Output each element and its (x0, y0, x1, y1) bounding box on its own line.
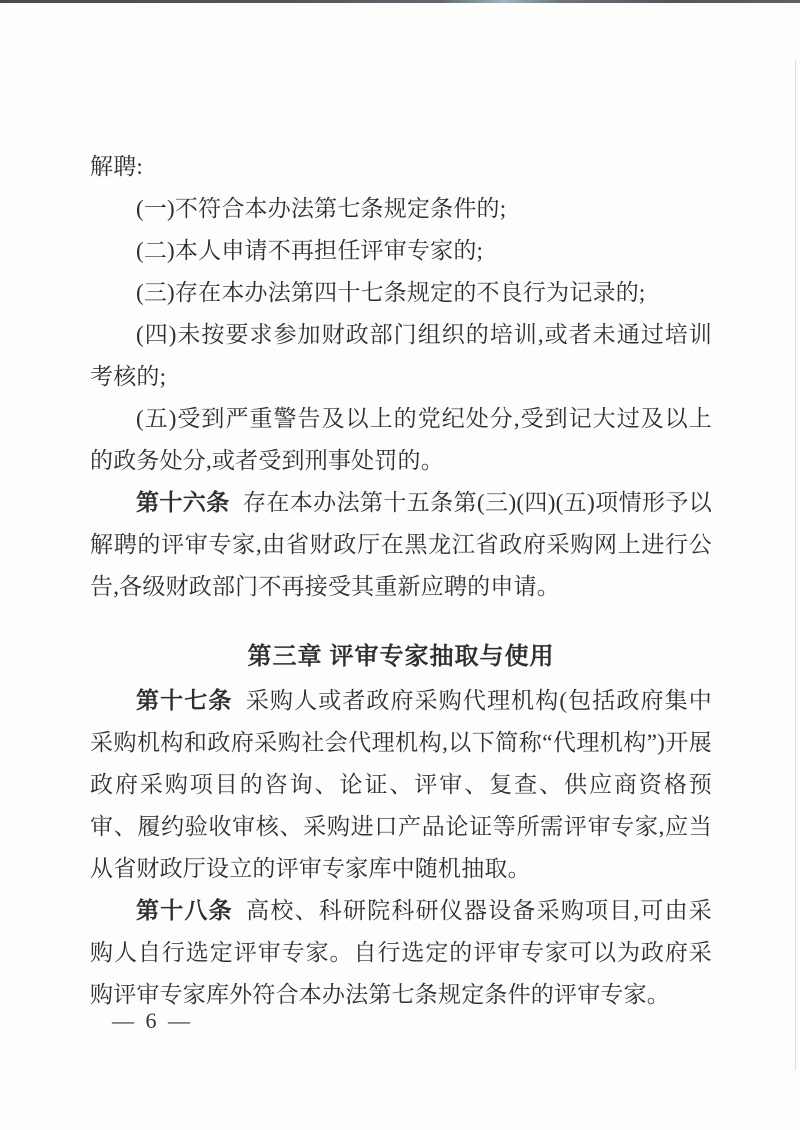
continuation-line: 解聘: (90, 154, 143, 179)
dismissal-item-4: (四)未按要求参加财政部门组织的培训,或者未通过培训考核的; (90, 322, 712, 389)
dismissal-item-2: (二)本人申请不再担任评审专家的; (136, 238, 484, 263)
article-17-paragraph (90, 680, 712, 890)
dismissal-item-3: (三)存在本办法第四十七条规定的不良行为记录的; (136, 280, 646, 305)
article-16-paragraph (90, 482, 712, 608)
article-18-paragraph (90, 890, 712, 1016)
page-number: — 6 — (112, 1008, 193, 1033)
scan-top-edge-artifact (0, 0, 800, 3)
article-18-text: 高校、科研院科研仪器设备采购项目,可由采购人自行选定评审专家。自行选定的评审专家可以为政府采购评审专家库外符合本办法第七条规定条件的评审专家。 (90, 898, 712, 1007)
article-17-text: 采购人或者政府采购代理机构(包括政府集中采购机构和政府采购社会代理机构,以下简称“代理机构”)开展政府采购项目的咨询、论证、评审、复查、供应商资格预审、履约验收审核、采购进口产品论证等所需评审专家,应当从省财政厅设立的评审专家库中随机抽取。 (90, 688, 712, 881)
article-18-number: 第十八条 (136, 898, 233, 923)
dismissal-item-1: (一)不符合本办法第七条规定条件的; (136, 196, 507, 221)
chapter-3-heading: 第三章 评审专家抽取与使用 (247, 644, 555, 670)
dismissal-item-5: (五)受到严重警告及以上的党纪处分,受到记大过及以上的政务处分,或者受到刑事处罚的。 (90, 406, 712, 473)
document-text-body (90, 146, 712, 1016)
scan-right-edge-artifact (795, 60, 796, 1070)
article-17-number: 第十七条 (136, 688, 233, 713)
article-16-number: 第十六条 (136, 490, 230, 515)
article-16-text: 存在本办法第十五条第(三)(四)(五)项情形予以解聘的评审专家,由省财政厅在黑龙江省政府采购网上进行公告,各级财政部门不再接受其重新应聘的申请。 (90, 490, 712, 599)
